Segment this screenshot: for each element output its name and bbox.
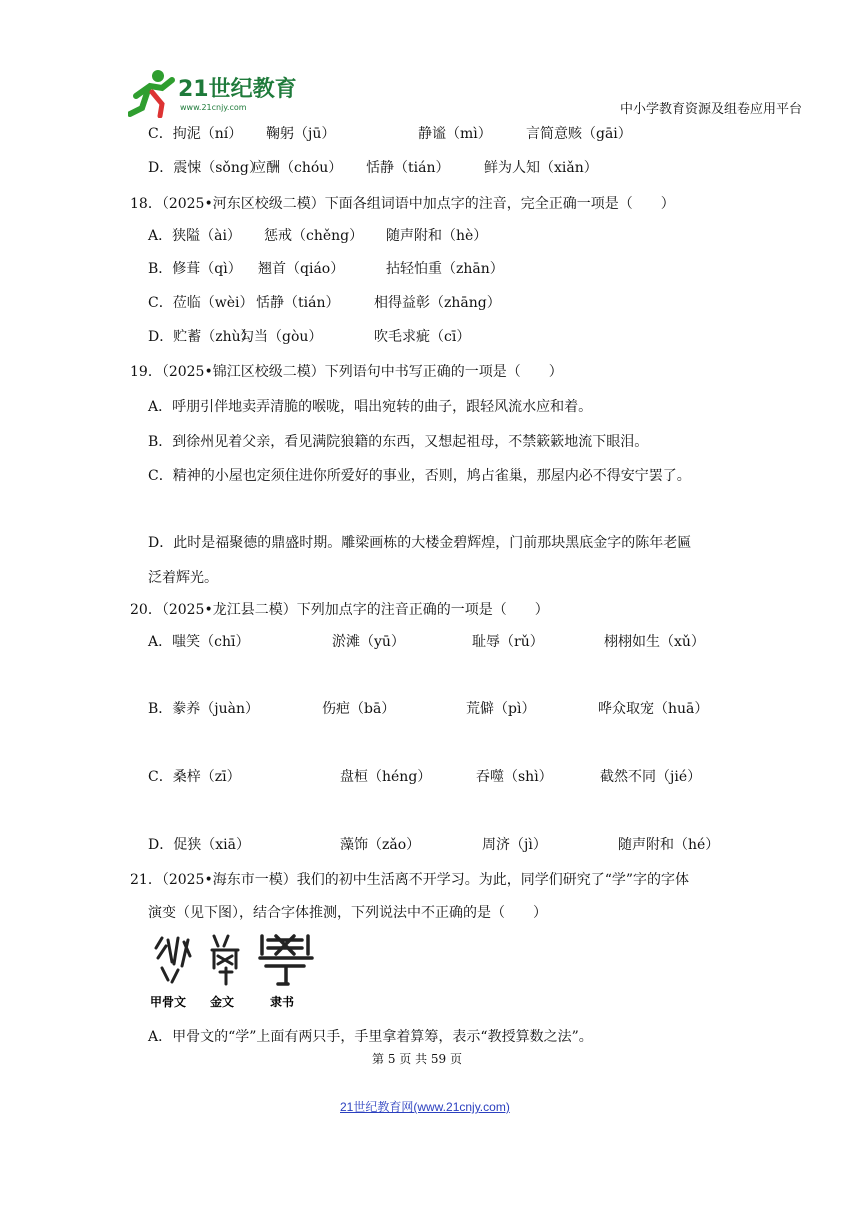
c17-option-segment: 鞠躬（jū） [266, 126, 336, 142]
d20-option-segment: 周济（jì） [482, 837, 547, 853]
c17-option-segment: 言简意赅（gāi） [526, 126, 632, 142]
d18-option-segment: D．贮蓄（zhù） [148, 329, 255, 345]
b20-option-segment: 伤疤（bā） [322, 701, 396, 717]
caption-bronze: 金文 [210, 995, 235, 1009]
runner-icon [130, 70, 172, 116]
d17-option-segment: 应酬（chóu） [252, 160, 343, 176]
oracle-bone-glyph [156, 938, 190, 982]
a18-option-segment: 随声附和（hè） [386, 228, 488, 244]
a18-option-segment: 惩戒（chěng） [264, 228, 364, 244]
b18-option-segment: B．修葺（qì） [148, 261, 242, 277]
answer-option: B．到徐州见着父亲，看见满院狼籍的东西，又想起祖母，不禁簌簌地流下眼泪。 [148, 434, 649, 450]
bronze-glyph [212, 936, 238, 984]
footer-site-link[interactable]: 21世纪教育网(www.21cnjy.com) [340, 1100, 510, 1114]
c17-option-segment: C．拘泥（ní） [148, 126, 243, 142]
c20-option-segment: 截然不同（jié） [600, 769, 702, 785]
answer-option: D．此时是福聚德的鼎盛时期。雕梁画栋的大楼金碧辉煌，门前那块黑底金字的陈年老匾 [148, 535, 692, 551]
d18-option-segment: 吹毛求疵（cī） [374, 329, 471, 345]
xue-evolution-figure [148, 928, 318, 1012]
d20-option-segment: 随声附和（hé） [618, 837, 720, 853]
d17-option-segment: 恬静（tián） [366, 160, 450, 176]
answer-option: 泛着辉光。 [148, 570, 218, 586]
b20-option-segment: B．豢养（juàn） [148, 701, 260, 717]
site-logo [128, 66, 303, 118]
question-stem: 19．（2025•锦江区校级二模）下列语句中书写正确的一项是（ ） [130, 364, 563, 380]
logo-url: www.21cnjy.com [180, 103, 247, 112]
question-stem: 20．（2025•龙江县二模）下列加点字的注音正确的一项是（ ） [130, 602, 549, 618]
c18-option-segment: 恬静（tián） [256, 295, 340, 311]
answer-option: A．甲骨文的“学”上面有两只手，手里拿着算筹，表示“教授算数之法”。 [148, 1029, 593, 1045]
logo-text: 21世纪教育 [178, 77, 297, 102]
a20-option-segment: 栩栩如生（xǔ） [604, 634, 705, 650]
d17-option-segment: 鲜为人知（xiǎn） [484, 160, 598, 176]
c20-option-segment: 盘桓（héng） [340, 769, 432, 785]
a20-option-segment: 耻辱（rǔ） [472, 634, 544, 650]
clerical-glyph [260, 936, 312, 984]
c18-option-segment: C．莅临（wèi） [148, 295, 254, 311]
b18-option-segment: 拈轻怕重（zhān） [386, 261, 504, 277]
a18-option-segment: A．狭隘（ài） [148, 228, 241, 244]
page-number: 第 5 页 共 59 页 [372, 1052, 462, 1066]
b18-option-segment: 翘首（qiáo） [258, 261, 345, 277]
a20-option-segment: 淤滩（yū） [332, 634, 405, 650]
d18-option-segment: 勾当（gòu） [240, 329, 323, 345]
answer-option: C．精神的小屋也定须住进你所爱好的事业，否则，鸠占雀巢，那屋内必不得安宁罢了。 [148, 468, 691, 484]
a20-option-segment: A．嗤笑（chī） [148, 634, 250, 650]
b20-option-segment: 荒僻（pì） [466, 701, 536, 717]
question-stem: 21．（2025•海东市一模）我们的初中生活离不开学习。为此，同学们研究了“学”字的字体 [130, 872, 690, 888]
d20-option-segment: D．促狭（xiā） [148, 837, 250, 853]
c17-option-segment: 静谧（mì） [418, 126, 492, 142]
c20-option-segment: 吞噬（shì） [476, 769, 553, 785]
d20-option-segment: 藻饰（zǎo） [340, 837, 421, 853]
caption-oracle: 甲骨文 [150, 995, 187, 1009]
c18-option-segment: 相得益彰（zhāng） [374, 295, 501, 311]
platform-name: 中小学教育资源及组卷应用平台 [620, 102, 803, 117]
d17-option-segment: D．震悚（sǒng） [148, 160, 263, 176]
b20-option-segment: 哗众取宠（huā） [598, 701, 709, 717]
c20-option-segment: C．桑梓（zī） [148, 769, 241, 785]
answer-option: A．呼朋引伴地卖弄清脆的喉咙，唱出宛转的曲子，跟轻风流水应和着。 [148, 399, 593, 415]
question-stem: 18．（2025•河东区校级二模）下面各组词语中加点字的注音，完全正确一项是（ ） [130, 196, 675, 212]
question-stem: 演变（见下图），结合字体推测，下列说法中不正确的是（ ） [148, 905, 547, 921]
caption-clerical: 隶书 [270, 995, 295, 1009]
